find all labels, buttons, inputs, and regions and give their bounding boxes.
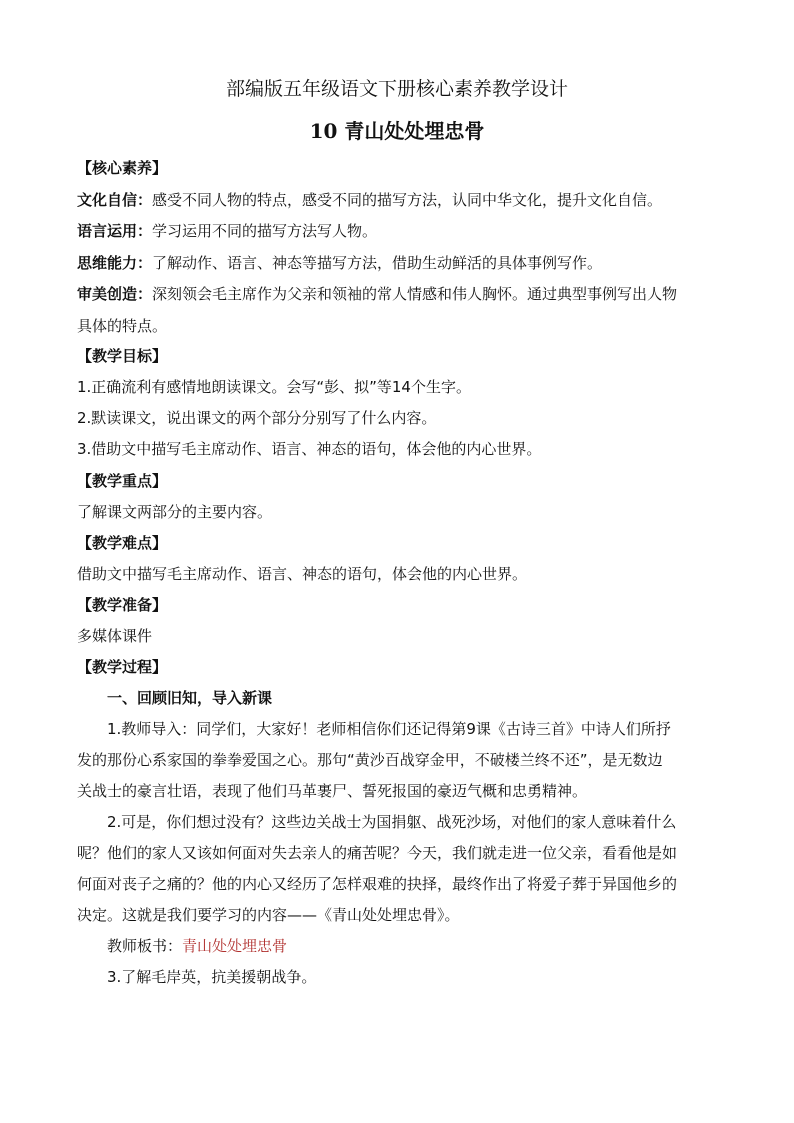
core-literacy-heading: 【核心素养】 — [77, 159, 168, 177]
key-points-text: 了解课文两部分的主要内容。 — [77, 503, 273, 521]
item-text: 深刻领会毛主席作为父亲和领袖的常人情感和伟人胸怀。通过典型事例写出人物 — [152, 285, 678, 303]
paragraph-line: 决定。这就是我们要学习的内容——《青山处处埋忠骨》。 — [77, 906, 460, 924]
paragraph-line: 何面对丧子之痛的？他的内心又经历了怎样艰难的抉择，最终作出了将爱子葬于异国他乡的 — [77, 875, 678, 893]
difficulties-text: 借助文中描写毛主席动作、语言、神态的语句，体会他的内心世界。 — [77, 565, 528, 583]
preparation-text: 多媒体课件 — [77, 627, 153, 645]
paragraph-line: 2.可是，你们想过没有？这些边关战士为国捐躯、战死沙场，对他们的家人意味着什么 — [107, 813, 677, 831]
paragraph-line: 关战士的豪言壮语，表现了他们马革裹尸、誓死报国的豪迈气概和忠勇精神。 — [77, 782, 588, 800]
objectives-heading: 【教学目标】 — [77, 347, 168, 365]
core-literacy-continuation: 具体的特点。 — [77, 317, 168, 335]
paragraph-line: 3.了解毛岸英，抗美援朝战争。 — [107, 968, 317, 986]
core-literacy-item — [77, 221, 727, 241]
objective-item: 1.正确流利有感情地朗读课文。会写“彭、拟”等14个生字。 — [77, 378, 471, 396]
board-writing — [107, 936, 757, 956]
item-label: 语言运用： — [77, 222, 153, 240]
key-points-heading: 【教学重点】 — [77, 472, 168, 490]
item-text: 学习运用不同的描写方法写人物。 — [152, 222, 378, 240]
objective-item: 3.借助文中描写毛主席动作、语言、神态的语句，体会他的内心世界。 — [77, 440, 542, 458]
board-text: 青山处处埋忠骨 — [182, 937, 288, 955]
core-literacy-item — [77, 284, 727, 304]
paragraph-line: 1.教师导入：同学们，大家好！老师相信你们还记得第9课《古诗三首》中诗人们所抒 — [107, 720, 671, 738]
objective-item: 2.默读课文，说出课文的两个部分分别写了什么内容。 — [77, 409, 437, 427]
paragraph-line: 呢？他们的家人又该如何面对失去亲人的痛苦呢？今天，我们就走进一位父亲，看看他是如 — [77, 844, 678, 862]
lesson-title: 10 青山处处埋忠骨 — [309, 119, 485, 143]
item-label: 思维能力： — [77, 254, 153, 272]
item-text: 感受不同人物的特点，感受不同的描写方法，认同中华文化，提升文化自信。 — [152, 191, 663, 209]
item-label: 审美创造： — [77, 285, 153, 303]
item-label: 文化自信： — [77, 191, 153, 209]
core-literacy-item — [77, 190, 727, 210]
board-label: 教师板书： — [107, 937, 183, 955]
preparation-heading: 【教学准备】 — [77, 596, 168, 614]
process-heading: 【教学过程】 — [77, 658, 168, 676]
core-literacy-item — [77, 253, 727, 273]
section-heading: 一、回顾旧知，导入新课 — [107, 689, 273, 707]
item-text: 了解动作、语言、神态等描写方法，借助生动鲜活的具体事例写作。 — [152, 254, 603, 272]
paragraph-line: 发的那份心系家国的拳拳爱国之心。那句“黄沙百战穿金甲，不破楼兰终不还”，是无数边 — [77, 751, 663, 769]
document-title: 部编版五年级语文下册核心素养教学设计 — [225, 78, 568, 100]
difficulties-heading: 【教学难点】 — [77, 534, 168, 552]
